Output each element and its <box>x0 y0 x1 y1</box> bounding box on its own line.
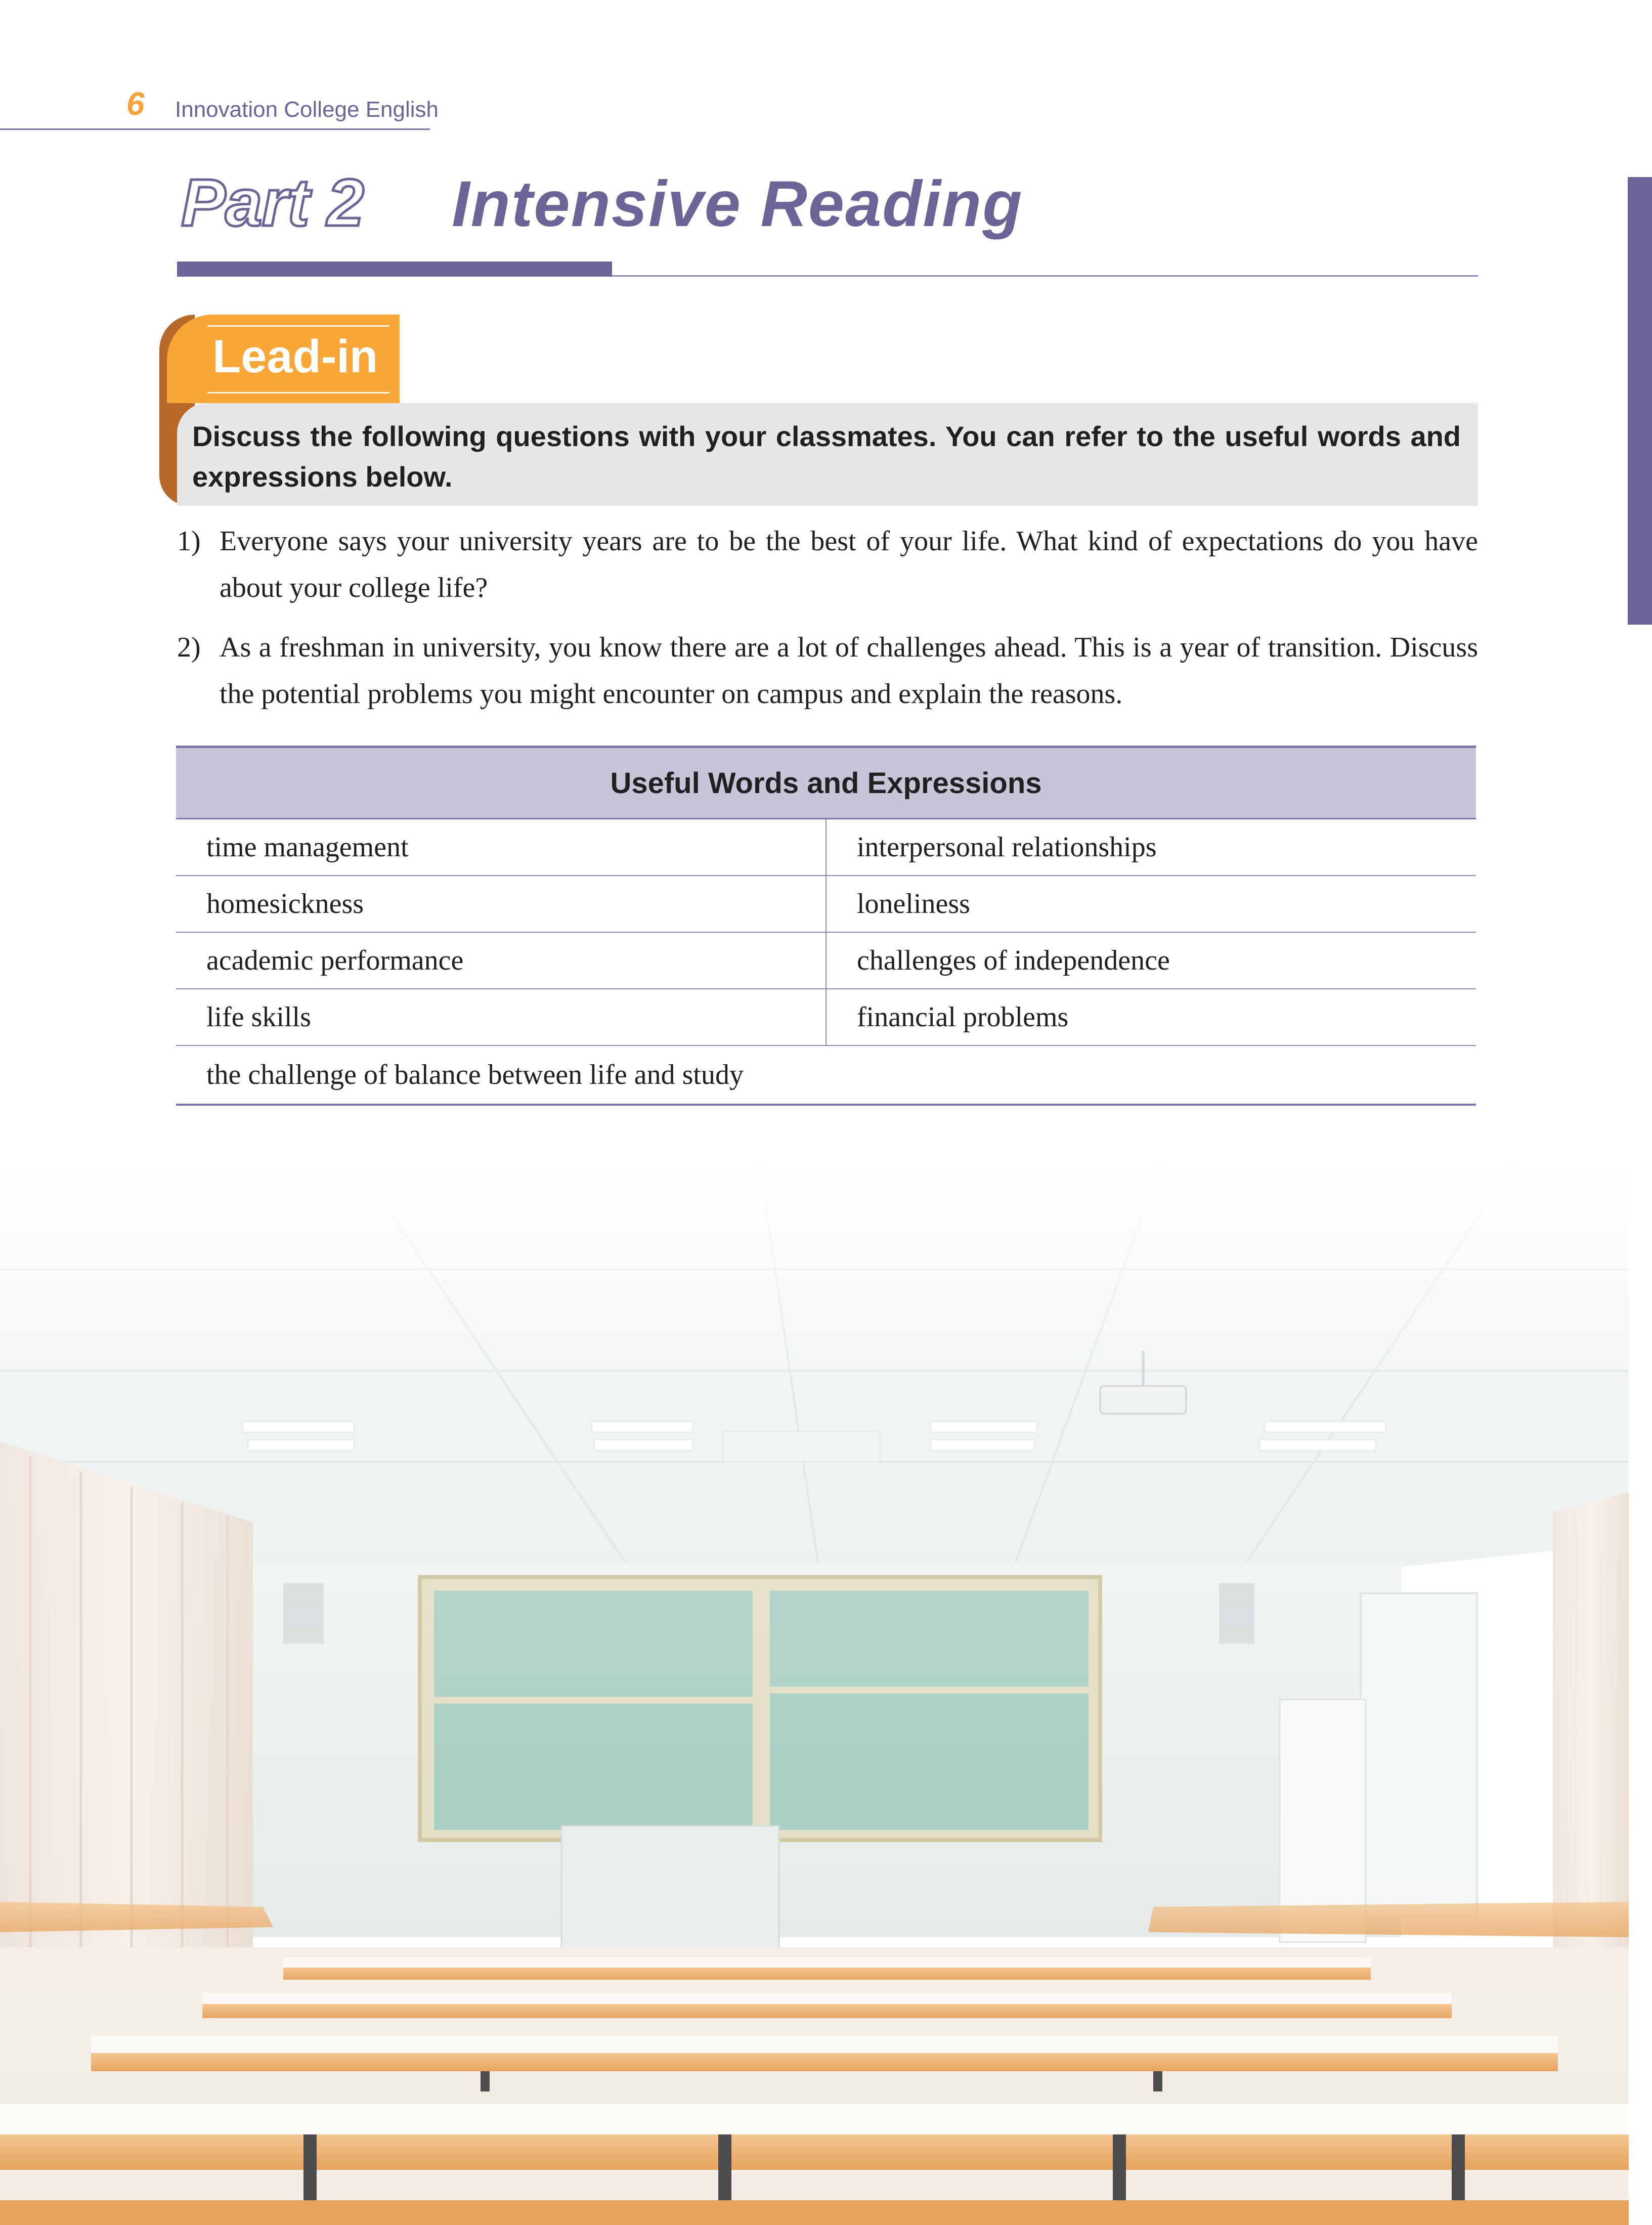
part-label: Part 2 <box>181 165 364 240</box>
question-number: 2) <box>177 632 201 663</box>
table-cell: loneliness <box>826 876 1476 932</box>
table-cell: challenges of independence <box>826 932 1476 989</box>
useful-words-title: Useful Words and Expressions <box>176 747 1476 819</box>
table-cell: interpersonal relationships <box>826 819 1476 876</box>
leadin-rule-bottom <box>207 392 389 394</box>
part-title: Intensive Reading <box>452 168 1023 240</box>
table-row <box>176 1045 1476 1105</box>
question-text: As a freshman in university, you know there are a lot of challenges ahead. This is a year of transition. Discuss the potential problems you might encounter on campus and explain the reasons. <box>220 632 1478 710</box>
side-tab <box>1628 177 1652 625</box>
leadin-label: Lead-in <box>212 331 378 382</box>
instruction-text: Discuss the following questions with your classmates. You can refer to the useful words and expressions below. <box>192 420 1461 493</box>
table-row <box>176 819 1476 876</box>
table-row <box>176 989 1476 1045</box>
question-2 <box>177 624 1478 717</box>
instruction-box <box>177 403 1478 506</box>
leadin-rule-top <box>207 325 389 327</box>
table-cell: homesickness <box>176 876 826 932</box>
table-cell: academic performance <box>176 932 826 989</box>
question-text: Everyone says your university years are to be the best of your life. What kind of expectations do you have about your college life? <box>220 526 1478 603</box>
classroom-photo <box>0 1158 1629 2225</box>
question-number: 1) <box>177 526 201 557</box>
question-1 <box>177 518 1478 611</box>
table-cell: financial problems <box>826 989 1476 1045</box>
table-cell: life skills <box>176 989 826 1045</box>
book-title: Innovation College English <box>175 97 439 122</box>
title-rule-accent <box>177 261 612 277</box>
page-number: 6 <box>126 85 145 122</box>
header-rule <box>0 128 430 130</box>
table-row <box>176 932 1476 989</box>
table-cell: the challenge of balance between life and study <box>176 1045 1476 1105</box>
table-cell: time management <box>176 819 826 876</box>
useful-words-table <box>176 746 1476 1106</box>
table-row <box>176 876 1476 932</box>
